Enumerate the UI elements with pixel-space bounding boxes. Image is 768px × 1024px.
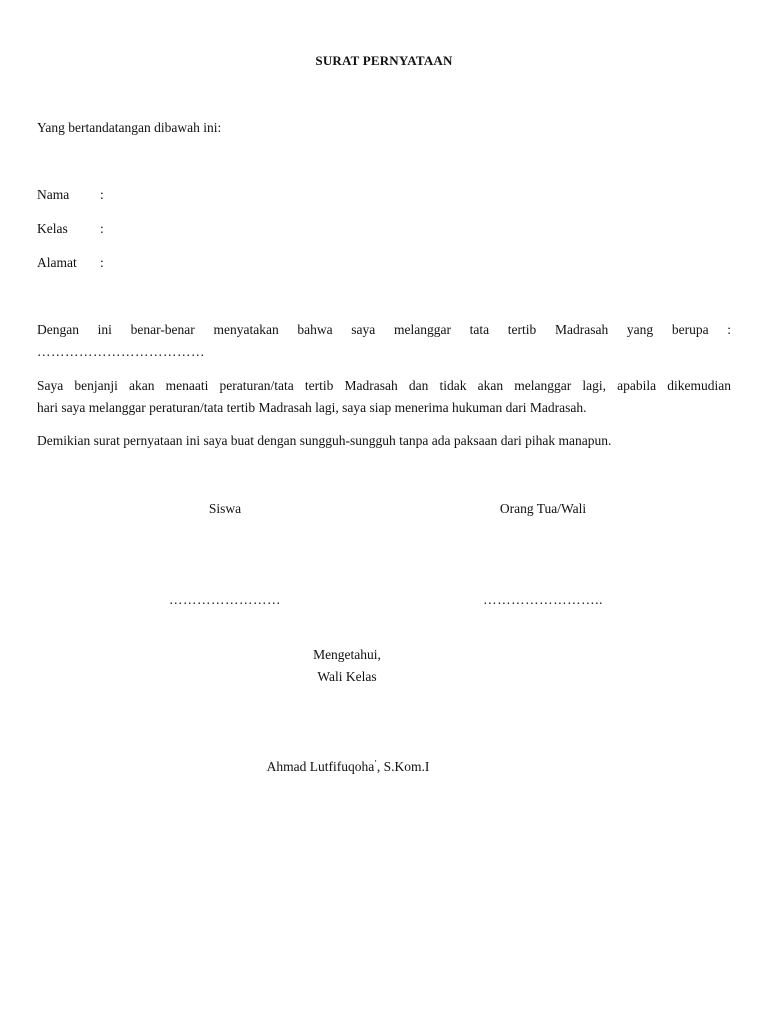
field-colon-kelas: : (100, 221, 104, 236)
promise-paragraph (37, 375, 731, 419)
field-label-alamat: Alamat (37, 255, 77, 270)
promise-line-1: Saya benjanji akan menaati peraturan/tata tertib Madrasah dan tidak akan melanggar lagi, apabila dikemudian (37, 378, 731, 393)
document-title: SURAT PERNYATAAN (315, 53, 453, 68)
statement-dots: ……………………………… (37, 344, 205, 359)
student-signature-label: Siswa (208, 501, 242, 516)
acknowledge-text: Mengetahui, (313, 647, 381, 662)
homeroom-teacher-label: Wali Kelas (317, 669, 377, 684)
field-colon-alamat: : (100, 255, 104, 270)
field-colon-nama: : (100, 187, 104, 202)
homeroom-name: Ahmad Lutfifuqoha (266, 759, 375, 774)
homeroom-name-mark: ’ (374, 758, 377, 768)
parent-signature-line: …………………….. (483, 592, 603, 607)
field-label-kelas: Kelas (37, 221, 68, 236)
field-label-nama: Nama (37, 187, 70, 202)
statement-line: Dengan ini benar-benar menyatakan bahwa saya melanggar tata tertib Madrasah yang berupa : (37, 322, 731, 337)
homeroom-teacher-name (248, 759, 448, 776)
student-signature-line: …………………… (169, 592, 281, 607)
parent-signature-label: Orang Tua/Wali (499, 501, 587, 516)
intro-text: Yang bertandatangan dibawah ini: (37, 120, 222, 135)
homeroom-degree: , S.Kom.I (376, 759, 430, 774)
statement-paragraph (37, 319, 731, 363)
closing-paragraph: Demikian surat pernyataan ini saya buat dengan sungguh-sungguh tanpa ada paksaan dari pihak manapun. (37, 433, 612, 448)
promise-line-2: hari saya melanggar peraturan/tata tertib Madrasah lagi, saya siap menerima hukuman dari Madrasah. (37, 400, 587, 415)
